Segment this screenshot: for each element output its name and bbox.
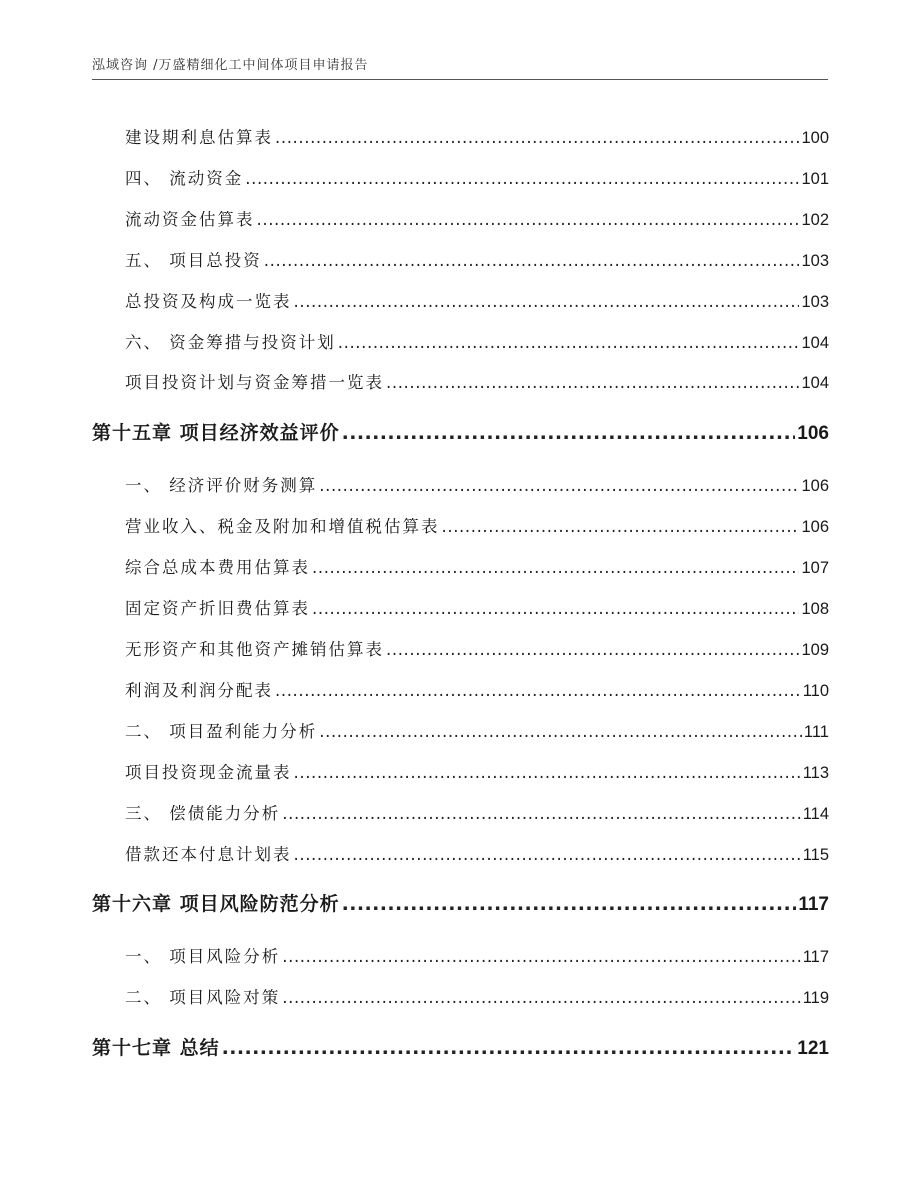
toc-entry-page: 110 — [802, 682, 829, 700]
toc-entry-label: 项目投资计划与资金筹措一览表 — [125, 373, 384, 392]
dot-leader — [338, 333, 800, 352]
toc-entry-page: 114 — [802, 805, 829, 823]
toc-chapter-label: 第十五章 项目经济效益评价 — [92, 422, 340, 444]
toc-entry-page: 103 — [801, 293, 829, 311]
toc-entry-page: 113 — [802, 764, 829, 782]
toc-entry-page: 100 — [801, 129, 829, 147]
dot-leader — [342, 893, 797, 915]
toc-entry-page: 104 — [801, 374, 829, 392]
toc-entry-page: 103 — [801, 252, 829, 270]
toc-entry[interactable] — [125, 677, 829, 701]
dot-leader — [294, 845, 801, 864]
running-header: 泓域咨询 /万盛精细化工中间体项目申请报告 — [92, 54, 828, 80]
toc-entry[interactable] — [125, 124, 829, 148]
toc-entry[interactable] — [125, 288, 829, 312]
toc-chapter-entry[interactable] — [92, 889, 829, 917]
dot-leader — [275, 681, 801, 700]
toc-entry-label: 综合总成本费用估算表 — [125, 558, 310, 577]
dot-leader — [222, 1037, 796, 1059]
toc-entry[interactable] — [125, 472, 829, 496]
toc-entry-label: 借款还本付息计划表 — [125, 845, 292, 864]
toc-entry-page: 117 — [802, 948, 829, 966]
dot-leader — [312, 599, 799, 618]
toc-entry-label: 利润及利润分配表 — [125, 681, 273, 700]
dot-leader — [245, 169, 799, 188]
dot-leader — [312, 558, 799, 577]
dot-leader — [386, 373, 799, 392]
dot-leader — [294, 292, 800, 311]
dot-leader — [319, 476, 799, 495]
dot-leader — [257, 210, 800, 229]
toc-chapter-page: 121 — [797, 1038, 829, 1059]
toc-entry[interactable] — [125, 329, 829, 353]
toc-entry-label: 项目投资现金流量表 — [125, 763, 292, 782]
dot-leader — [282, 947, 800, 966]
dot-leader — [282, 988, 800, 1007]
toc-entry[interactable] — [125, 984, 829, 1008]
dot-leader — [294, 763, 801, 782]
toc-chapter-label: 第十六章 项目风险防范分析 — [92, 893, 340, 915]
toc-entry[interactable] — [125, 165, 829, 189]
toc-entry-page: 115 — [802, 846, 829, 864]
toc-entry-label: 二、 项目盈利能力分析 — [125, 722, 318, 741]
toc-entry[interactable] — [125, 206, 829, 230]
toc-entry-page: 106 — [801, 477, 829, 495]
toc-entry[interactable] — [125, 718, 829, 742]
toc-chapter-entry[interactable] — [92, 418, 829, 446]
toc-entry-page: 101 — [801, 170, 829, 188]
toc-entry-page: 108 — [801, 600, 829, 618]
dot-leader — [275, 128, 799, 147]
toc-entry-label: 营业收入、税金及附加和增值税估算表 — [125, 517, 440, 536]
toc-chapter-page: 106 — [797, 423, 829, 444]
toc-entry[interactable] — [125, 636, 829, 660]
toc-chapter-page: 117 — [798, 894, 829, 915]
dot-leader — [386, 640, 799, 659]
toc-entry[interactable] — [125, 247, 829, 271]
toc-entry-label: 五、 项目总投资 — [125, 251, 262, 270]
toc-entry-label: 流动资金估算表 — [125, 210, 255, 229]
toc-entry[interactable] — [125, 759, 829, 783]
toc-entry-label: 建设期利息估算表 — [125, 128, 273, 147]
toc-entry-page: 107 — [801, 559, 829, 577]
toc-entry[interactable] — [125, 369, 829, 393]
toc-entry-page: 111 — [803, 723, 829, 741]
toc-chapter-label: 第十七章 总结 — [92, 1037, 220, 1059]
toc-entry-label: 一、 经济评价财务测算 — [125, 476, 318, 495]
toc-chapter-entry[interactable] — [92, 1033, 829, 1061]
toc-entry-page: 119 — [802, 989, 829, 1007]
dot-leader — [264, 251, 800, 270]
toc-entry[interactable] — [125, 800, 829, 824]
toc-entry-label: 固定资产折旧费估算表 — [125, 599, 310, 618]
toc-entry[interactable] — [125, 595, 829, 619]
toc-entry-label: 一、 项目风险分析 — [125, 947, 281, 966]
toc-entry-label: 四、 流动资金 — [125, 169, 244, 188]
toc-entry-page: 109 — [801, 641, 829, 659]
dot-leader — [342, 422, 796, 444]
toc-entry-label: 三、 偿债能力分析 — [125, 804, 281, 823]
toc-entry[interactable] — [125, 841, 829, 865]
toc-entry-page: 106 — [801, 518, 829, 536]
toc-entry-page: 104 — [801, 334, 829, 352]
toc-entry[interactable] — [125, 943, 829, 967]
toc-entry-page: 102 — [801, 211, 829, 229]
dot-leader — [442, 517, 800, 536]
toc-entry[interactable] — [125, 513, 829, 537]
toc-entry[interactable] — [125, 554, 829, 578]
toc-entry-label: 无形资产和其他资产摊销估算表 — [125, 640, 384, 659]
toc-entry-label: 六、 资金筹措与投资计划 — [125, 333, 336, 352]
dot-leader — [319, 722, 802, 741]
toc-entry-label: 总投资及构成一览表 — [125, 292, 292, 311]
dot-leader — [282, 804, 800, 823]
toc-entry-label: 二、 项目风险对策 — [125, 988, 281, 1007]
